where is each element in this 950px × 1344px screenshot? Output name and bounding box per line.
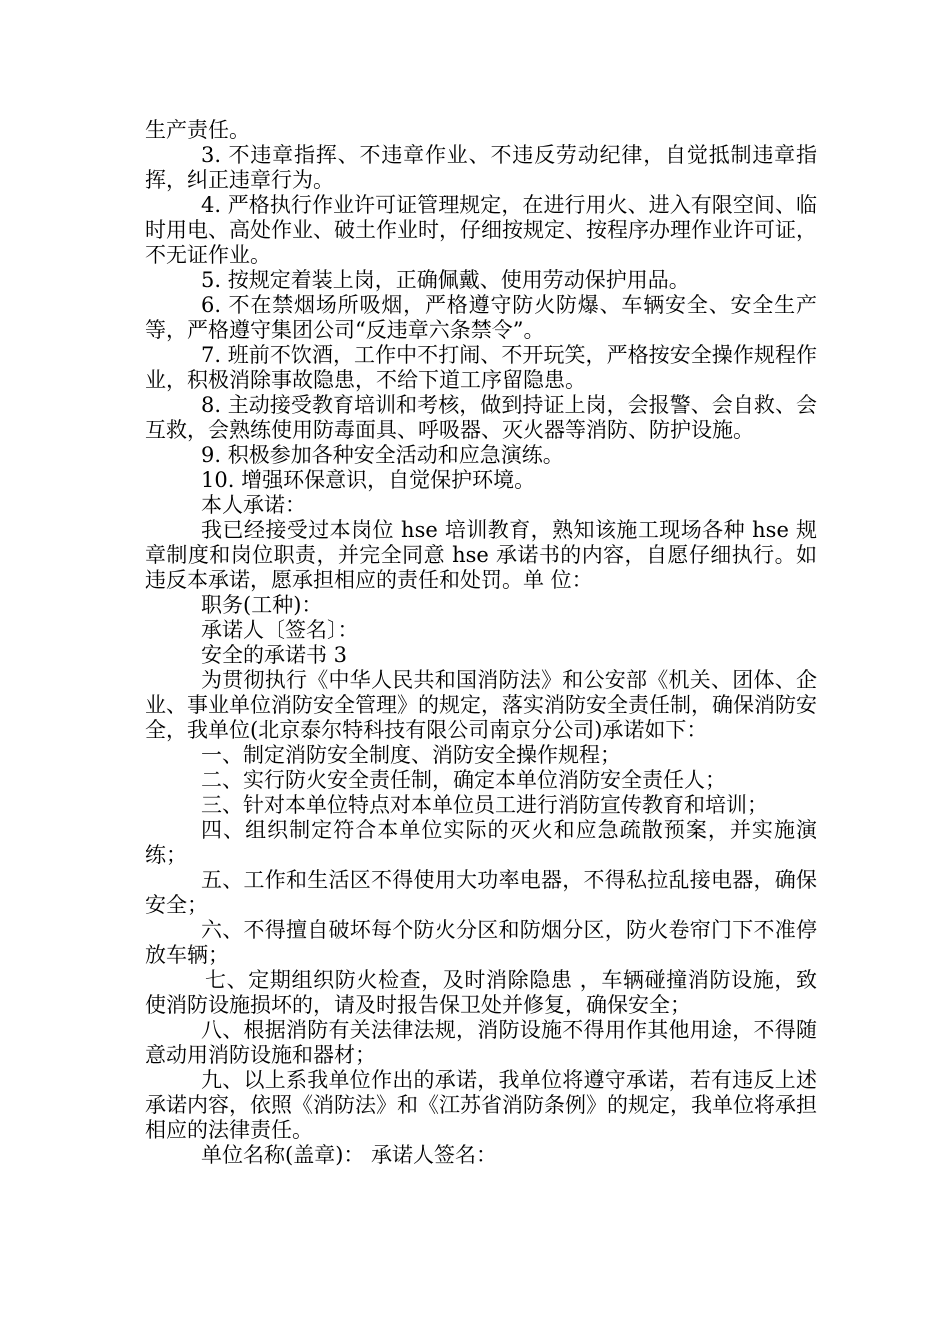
paragraph-20: 五、工作和生活区不得使用大功率电器，不得私拉乱接电器，确保安全； — [145, 868, 817, 917]
paragraph-10: 本人承诺： — [201, 493, 306, 517]
paragraph-7: 8. 主动接受教育培训和考核，做到持证上岗，会报警、会自救、会互救，会熟练使用防毒面具、呼吸器、灭火器等消防、防护设施。 — [145, 393, 817, 442]
paragraph-25: 单位名称(盖章)： 承诺人签名： — [201, 1143, 498, 1167]
paragraph-18: 三、针对本单位特点对本单位员工进行消防宣传教育和培训； — [201, 793, 768, 817]
paragraph-19: 四、组织制定符合本单位实际的灭火和应急疏散预案，并实施演练； — [145, 818, 817, 867]
paragraph-16: 一、制定消防安全制度、消防安全操作规程； — [201, 743, 621, 767]
paragraph-13: 承诺人〔签名〕： — [201, 618, 359, 642]
paragraph-17: 二、实行防火安全责任制，确定本单位消防安全责任人； — [201, 768, 726, 792]
paragraph-4: 5. 按规定着装上岗，正确佩戴、使用劳动保护用品。 — [201, 268, 690, 292]
paragraph-23: 八、根据消防有关法律法规，消防设施不得用作其他用途，不得随意动用消防设施和器材； — [145, 1018, 817, 1067]
paragraph-22: 七、定期组织防火检查，及时消除隐患 ，车辆碰撞消防设施，致使消防设施损坏的，请及时报告保卫处并修复，确保安全； — [145, 968, 817, 1017]
paragraph-14: 安全的承诺书 3 — [201, 643, 348, 667]
paragraph-1: 生产责任。 — [145, 118, 250, 142]
paragraph-15: 为贯彻执行《中华人民共和国消防法》和公安部《机关、团体、企业、事业单位消防安全管理》的规定，落实消防安全责任制，确保消防安全，我单位(北京泰尔特科技有限公司南京分公司)承诺如下： — [145, 668, 817, 742]
paragraph-12: 职务(工种)： — [201, 593, 323, 617]
paragraph-5: 6. 不在禁烟场所吸烟，严格遵守防火防爆、车辆安全、安全生产等，严格遵守集团公司“反违章六条禁令”。 — [145, 293, 817, 342]
paragraph-8: 9. 积极参加各种安全活动和应急演练。 — [201, 443, 564, 467]
paragraph-3: 4. 严格执行作业许可证管理规定，在进行用火、进入有限空间、临时用电、高处作业、破土作业时，仔细按规定、按程序办理作业许可证，不无证作业。 — [145, 193, 817, 267]
paragraph-9: 10. 增强环保意识，自觉保护环境。 — [201, 468, 536, 492]
paragraph-6: 7. 班前不饮酒，工作中不打闹、不开玩笑，严格按安全操作规程作业，积极消除事故隐患，不给下道工序留隐患。 — [145, 343, 817, 392]
paragraph-21: 六、不得擅自破坏每个防火分区和防烟分区，防火卷帘门下不准停放车辆； — [145, 918, 817, 967]
document-body — [145, 118, 817, 1168]
paragraph-2: 3. 不违章指挥、不违章作业、不违反劳动纪律，自觉抵制违章指挥，纠正违章行为。 — [145, 143, 817, 192]
paragraph-11: 我已经接受过本岗位 hse 培训教育，熟知该施工现场各种 hse 规章制度和岗位职责，并完全同意 hse 承诺书的内容，自愿仔细执行。如违反本承诺，愿承担相应的责任和处罚。单 位： — [145, 518, 817, 592]
paragraph-24: 九、以上系我单位作出的承诺，我单位将遵守承诺，若有违反上述承诺内容，依照《消防法》和《江苏省消防条例》的规定，我单位将承担相应的法律责任。 — [145, 1068, 817, 1142]
